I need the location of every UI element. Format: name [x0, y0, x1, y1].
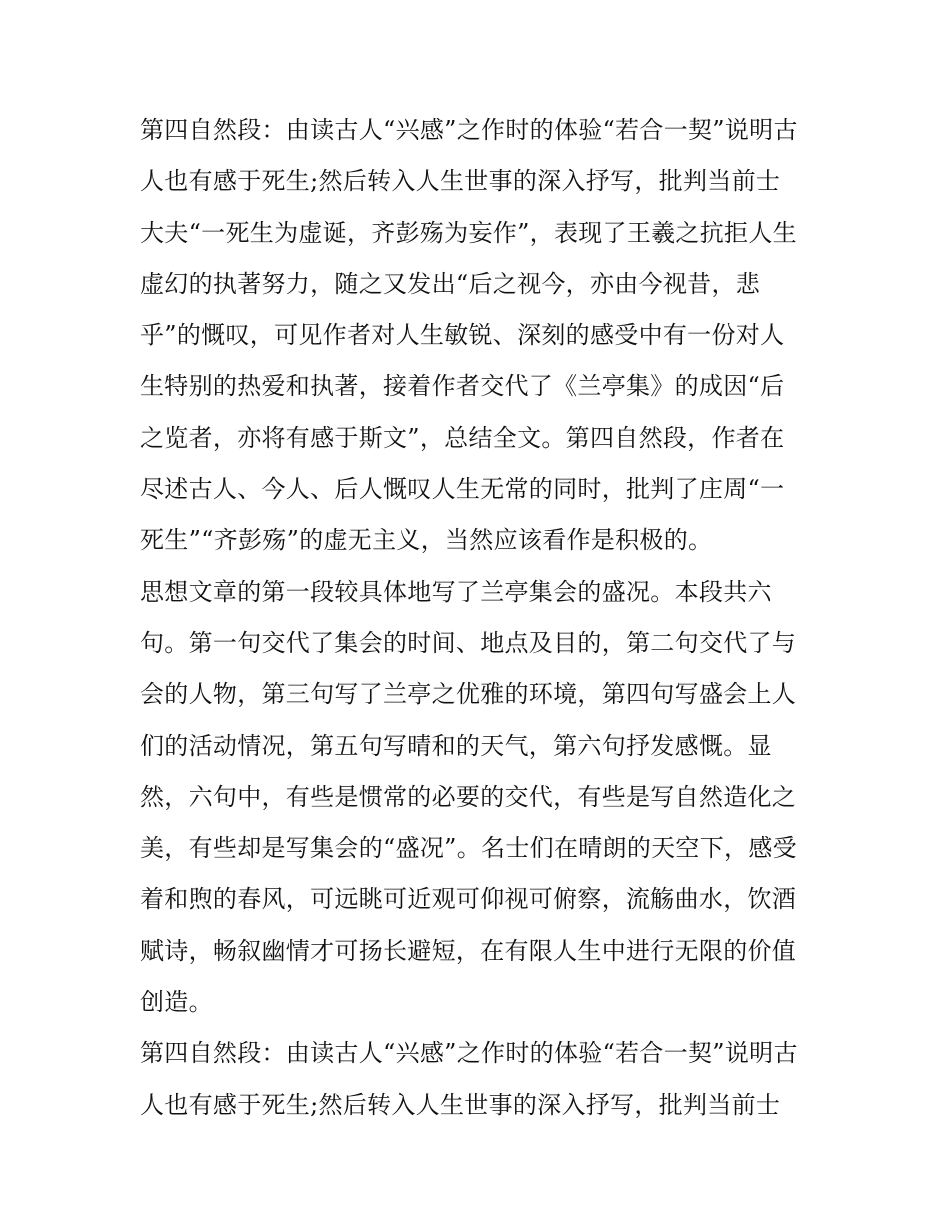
text-line: 们的活动情况，第五句写晴和的天气，第六句抒发感慨。显 [140, 731, 772, 760]
text-line: 之览者，亦将有感于斯文”，总结全文。第四自然段，作者在 [140, 423, 785, 452]
text-line: 虚幻的执著努力，随之又发出“后之视今，亦由今视昔，悲 [140, 269, 761, 298]
text-line: 会的人物，第三句写了兰亭之优雅的环境，第四句写盛会上人 [140, 680, 797, 709]
text-line: 大夫“一死生为虚诞，齐彭殇为妄作”，表现了王羲之抗拒人生 [140, 218, 797, 247]
text-line: 赋诗，畅叙幽情才可扬长避短，在有限人生中进行无限的价值 [140, 936, 797, 965]
text-line: 着和煦的春风，可远眺可近观可仰视可俯察，流觞曲水，饮酒 [140, 885, 797, 914]
text-line: 乎”的慨叹，可见作者对人生敏锐、深刻的感受中有一份对人 [140, 321, 785, 350]
text-line: 人也有感于死生;然后转入人生世事的深入抒写，批判当前士 [140, 1090, 781, 1119]
text-line: 然，六句中，有些是惯常的必要的交代，有些是写自然造化之 [140, 782, 797, 811]
text-line: 思想文章的第一段较具体地写了兰亭集会的盛况。本段共六 [140, 577, 772, 606]
body-text [140, 105, 815, 1131]
text-line: 生特别的热爱和执著，接着作者交代了《兰亭集》的成因“后 [140, 372, 785, 401]
text-line: 创造。 [140, 988, 213, 1017]
text-line: 第四自然段：由读古人“兴感”之作时的体验“若合一契”说明古 [140, 1039, 798, 1068]
text-line: 尽述古人、今人、后人慨叹人生无常的同时，批判了庄周“一 [140, 475, 785, 504]
text-line: 美，有些却是写集会的“盛况”。名士们在晴朗的天空下，感受 [140, 834, 797, 863]
text-line: 死生”“齐彭殇”的虚无主义，当然应该看作是积极的。 [140, 526, 713, 555]
text-line: 句。第一句交代了集会的时间、地点及目的，第二句交代了与 [140, 628, 797, 657]
text-line: 第四自然段：由读古人“兴感”之作时的体验“若合一契”说明古 [140, 116, 798, 144]
text-line: 人也有感于死生;然后转入人生世事的深入抒写，批判当前士 [140, 167, 781, 196]
